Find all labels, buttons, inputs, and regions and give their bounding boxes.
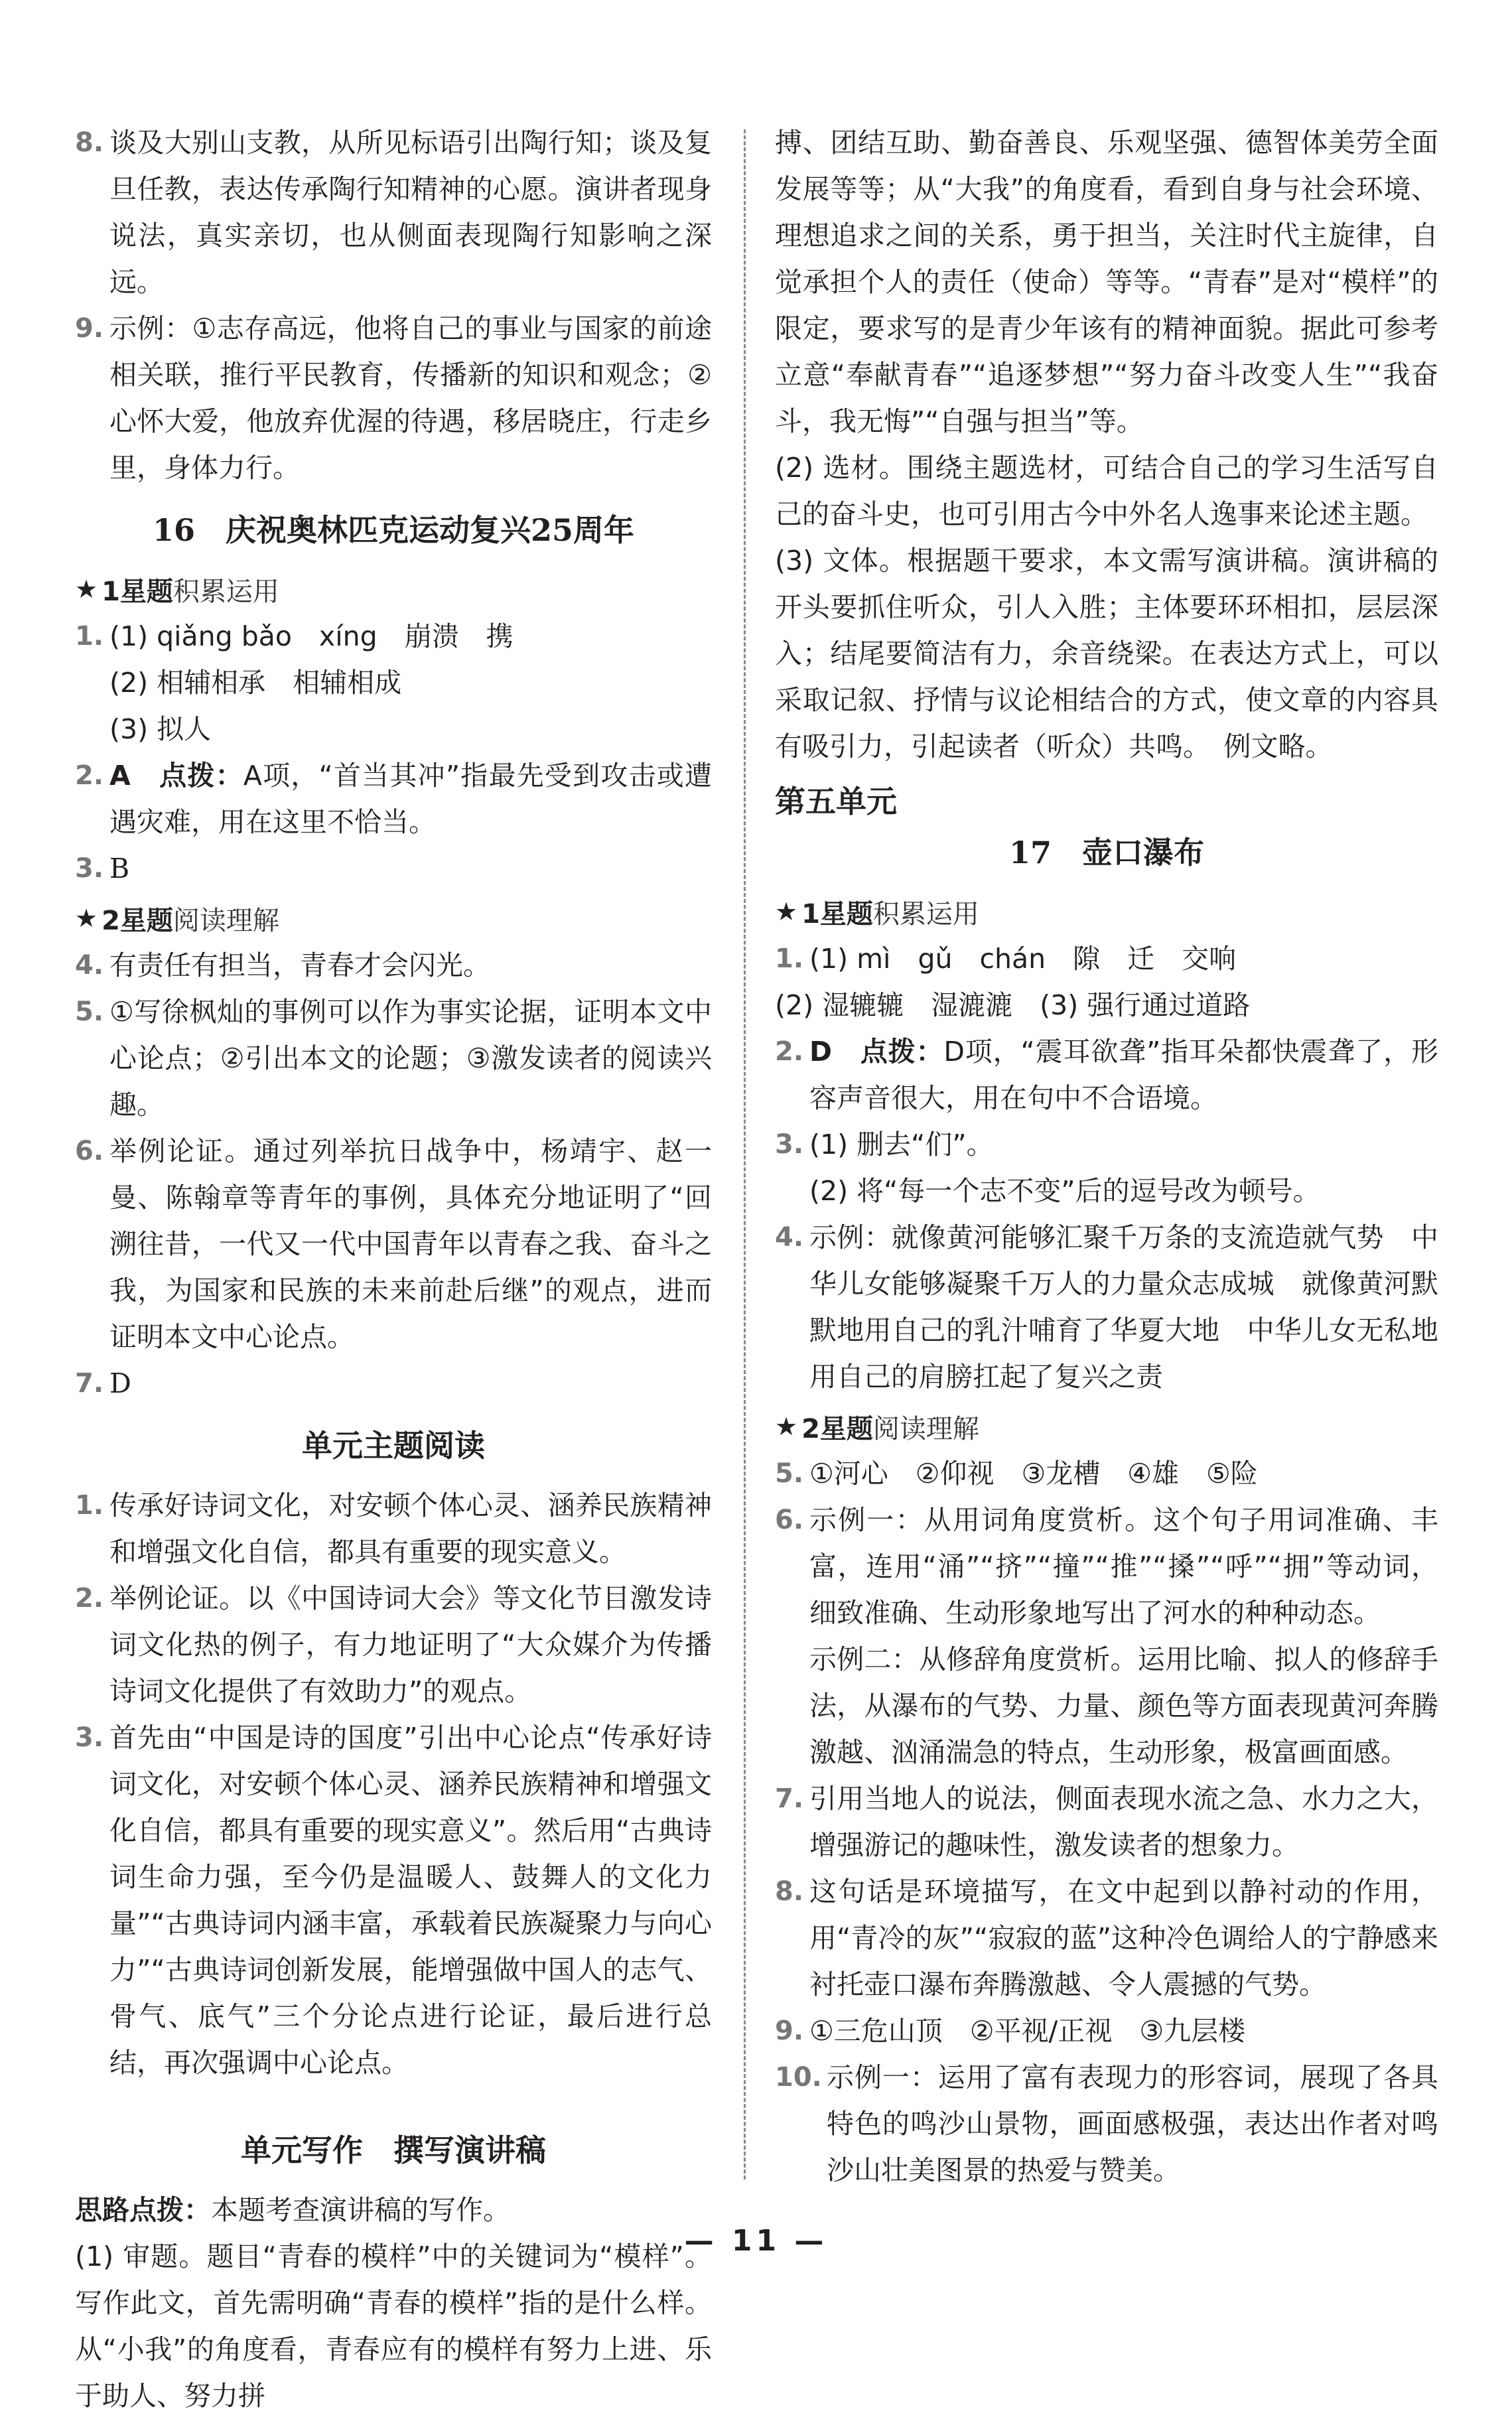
answer-subline: (3) 拟人 (109, 713, 212, 745)
answer-item (775, 1775, 1438, 1868)
section-level: 2星题 (102, 905, 173, 936)
item-number: 8. (775, 1876, 804, 1907)
section-name: 阅读理解 (872, 1413, 979, 1444)
answer-item (775, 1497, 1438, 1636)
answer-item (75, 1714, 712, 2086)
item-text: D (109, 1367, 131, 1399)
item-lead: D 点拨： (809, 1036, 944, 1068)
item-text: 这句话是环境描写，在文中起到以静衬动的作用，用“青冷的灰”“寂寂的蓝”这种冷色调给人的宁静感来衬托壶口瀑布奔腾激越、令人震撼的气势。 (809, 1876, 1438, 2000)
section-level: 1星题 (102, 576, 173, 607)
answer-item (75, 752, 712, 845)
item-text: B (109, 853, 130, 884)
answer-item (775, 1214, 1438, 1400)
item-text: (1) mì gǔ chán 隙 迁 交响 (809, 943, 1237, 975)
writing-point: (2) 选材。围绕主题选材，可结合自己的学习生活写自己的奋斗史，也可引用古今中外名人逸事来论述主题。 (775, 452, 1438, 530)
item-text: 谈及大别山支教，从所见标语引出陶行知；谈及复旦任教，表达传承陶行知精神的心愿。演讲者现身说法，真实亲切，也从侧面表现陶行知影响之深远。 (109, 127, 712, 298)
item-text: ①写徐枫灿的事例可以作为事实论据，证明本文中心论点；②引出本文的论题；③激发读者的阅读兴趣。 (109, 996, 712, 1121)
item-number: 8. (75, 127, 104, 158)
item-number: 2. (75, 1583, 104, 1614)
writing-point-continued: 搏、团结互助、勤奋善良、乐观坚强、德智体美劳全面发展等等；从“大我”的角度看，看到自身与社会环境、理想追求之间的关系，勇于担当，关注时代主旋律，自觉承担个人的责任（使命）等等。“青春”是对“模样”的限定，要求写的是青少年该有的精神面貌。据此可参考立意“奉献青春”“追逐梦想”“努力奋斗改变人生”“我奋斗，我无悔”“自强与担当”等。 (775, 127, 1438, 437)
item-number: 7. (75, 1368, 104, 1399)
item-text: 示例一：从用词角度赏析。这个句子用词准确、丰富，连用“涌”“挤”“撞”“推”“搡”“呼”“拥”等动词，细致准确、生动形象地写出了河水的种种动态。 (809, 1504, 1438, 1629)
section-title: 单元写作 撰写演讲稿 (241, 2132, 546, 2168)
answer-item (75, 1128, 712, 1360)
item-number: 5. (775, 1458, 804, 1489)
item-text: D项，“震耳欲聋”指耳朵都快震聋了，形容声音很大，用在句中不合语境。 (809, 1036, 1438, 1114)
item-number: 1. (75, 1490, 104, 1521)
item-number: 7. (775, 1783, 804, 1814)
item-number: 6. (775, 1505, 804, 1535)
item-text: (1) 删去“们”。 (809, 1129, 994, 1160)
answer-item (775, 2008, 1438, 2054)
item-text: 引用当地人的说法，侧面表现水流之急、水力之大，增强游记的趣味性，激发读者的想象力。 (809, 1783, 1438, 1861)
answer-item (775, 1450, 1438, 1497)
item-text: 示例：①志存高远，他将自己的事业与国家的前途相关联，推行平民教育，传播新的知识和观念；②心怀大爱，他放弃优渥的待遇，移居晓庄，行走乡里，身体力行。 (109, 312, 712, 484)
section-header (75, 896, 712, 941)
item-number: 6. (75, 1136, 104, 1166)
answer-item (775, 1028, 1438, 1121)
left-column (75, 119, 712, 2419)
star-icon: ★ (775, 897, 798, 926)
item-number: 3. (75, 1722, 104, 1753)
right-column (775, 119, 1438, 2193)
answer-item (775, 2054, 1438, 2193)
answer-item (75, 1360, 712, 1407)
item-number: 3. (775, 1129, 804, 1160)
section-name: 积累运用 (872, 898, 979, 930)
section-header (75, 567, 712, 612)
section-header (775, 1404, 1438, 1449)
item-number: 3. (75, 853, 104, 884)
answer-item (75, 845, 712, 892)
answer-item (775, 935, 1438, 982)
answer-item (75, 989, 712, 1128)
item-text: 首先由“中国是诗的国度”引出中心论点“传承好诗词文化，对安顿个体心灵、涵养民族精神和增强文化自信，都具有重要的现实意义”。然后用“古典诗词生命力强，至今仍是温暖人、鼓舞人的文化力量”“古典诗词内涵丰富，承载着民族凝聚力与向心力”“古典诗词创新发展，能增强做中国人的志气、骨气、底气”三个分论点进行论证，最后进行总结，再次强调中心论点。 (109, 1722, 712, 2079)
writing-lead: 思路点拨： (75, 2194, 211, 2226)
answer-subline: 示例二：从修辞角度赏析。运用比喻、拟人的修辞手法，从瀑布的气势、力量、颜色等方面表现黄河奔腾激越、汹涌湍急的特点，生动形象，极富画面感。 (809, 1643, 1438, 1768)
item-text: A项，“首当其冲”指最先受到攻击或遭遇灾难，用在这里不恰当。 (109, 760, 712, 838)
answer-subline: (2) 将“每一个志不变”后的逗号改为顿号。 (809, 1175, 1320, 1207)
item-text: ①三危山顶 ②平视/正视 ③九层楼 (809, 2015, 1246, 2047)
item-number: 1. (75, 621, 104, 652)
unit-heading: 第五单元 (775, 784, 897, 819)
item-number: 2. (775, 1036, 804, 1067)
item-text: 示例：就像黄河能够汇聚千万条的支流造就气势 中华儿女能够凝聚千万人的力量众志成城 就像黄河默默地用自己的乳汁哺育了华夏大地 中华儿女无私地用自己的肩膀扛起了复兴之责 (809, 1221, 1438, 1393)
answer-item (75, 119, 712, 305)
answer-item (75, 613, 712, 659)
answer-item (75, 1482, 712, 1575)
item-text: 举例论证。以《中国诗词大会》等文化节目激发诗词文化热的例子，有力地证明了“大众媒介为传播诗词文化提供了有效助力”的观点。 (109, 1582, 712, 1707)
section-name: 积累运用 (172, 576, 279, 607)
answer-item (75, 942, 712, 989)
star-icon: ★ (75, 575, 98, 604)
answer-item (75, 1575, 712, 1714)
section-title: 单元主题阅读 (302, 1428, 485, 1464)
item-number: 2. (75, 760, 104, 791)
item-text: ①河心 ②仰视 ③龙槽 ④雄 ⑤险 (809, 1458, 1258, 1489)
item-text: 举例论证。通过列举抗日战争中，杨靖宇、赵一曼、陈翰章等青年的事例，具体充分地证明了“回溯往昔，一代又一代中国青年以青春之我、奋斗之我，为国家和民族的未来前赴后继”的观点，进而证明本文中心论点。 (109, 1135, 712, 1353)
column-divider (744, 129, 746, 2179)
section-name: 阅读理解 (172, 905, 279, 936)
item-number: 9. (75, 313, 104, 344)
item-number: 5. (75, 997, 104, 1027)
item-number: 4. (775, 1222, 804, 1253)
section-header (775, 889, 1438, 934)
item-number: 4. (75, 950, 104, 981)
writing-point: (3) 文体。根据题干要求，本文需写演讲稿。演讲稿的开头要抓住听众，引人入胜；主体要环环相扣，层层深入；结尾要简洁有力，余音绕梁。在表达方式上，可以采取记叙、抒情与议论相结合的方式，使文章的内容具有吸引力，引起读者（听众）共鸣。 例文略。 (775, 545, 1438, 762)
answer-item (775, 1121, 1438, 1168)
answer-item (775, 1868, 1438, 2008)
item-text: (1) qiǎng bǎo xíng 崩溃 携 (109, 620, 514, 652)
item-lead: A 点拨： (109, 760, 243, 792)
item-text: 有责任有担当，青春才会闪光。 (109, 949, 490, 981)
section-level: 1星题 (801, 898, 873, 930)
answer-item (75, 305, 712, 491)
item-text: 传承好诗词文化，对安顿个体心灵、涵养民族精神和增强文化自信，都具有重要的现实意义。 (109, 1489, 712, 1568)
answer-subline: (2) 相辅相承 相辅相成 (109, 667, 402, 699)
item-text: 示例一：运用了富有表现力的形容词，展现了各具特色的鸣沙山景物，画面感极强，表达出作者对鸣沙山壮美图景的热爱与赞美。 (827, 2061, 1438, 2186)
item-number: 10. (775, 2062, 822, 2093)
item-number: 1. (775, 943, 804, 974)
page-number: — 11 — (684, 2224, 828, 2258)
section-level: 2星题 (801, 1413, 873, 1444)
item-number: 9. (775, 2016, 804, 2046)
star-icon: ★ (75, 904, 98, 933)
writing-point: (1) 审题。题目“青春的模样”中的关键词为“模样”。写作此文，首先需明确“青春的模样”指的是什么样。从“小我”的角度看，青春应有的模样有努力上进、乐于助人、努力拼 (75, 2241, 712, 2412)
answer-subline: (2) 湿辘辘 湿漉漉 (3) 强行通过道路 (775, 989, 1251, 1021)
lesson-title: 17 壶口瀑布 (1008, 835, 1204, 870)
lesson-title: 16 庆祝奥林匹克运动复兴25周年 (152, 512, 635, 548)
star-icon: ★ (775, 1412, 798, 1441)
writing-intro-text: 本题考查演讲稿的写作。 (211, 2194, 510, 2226)
